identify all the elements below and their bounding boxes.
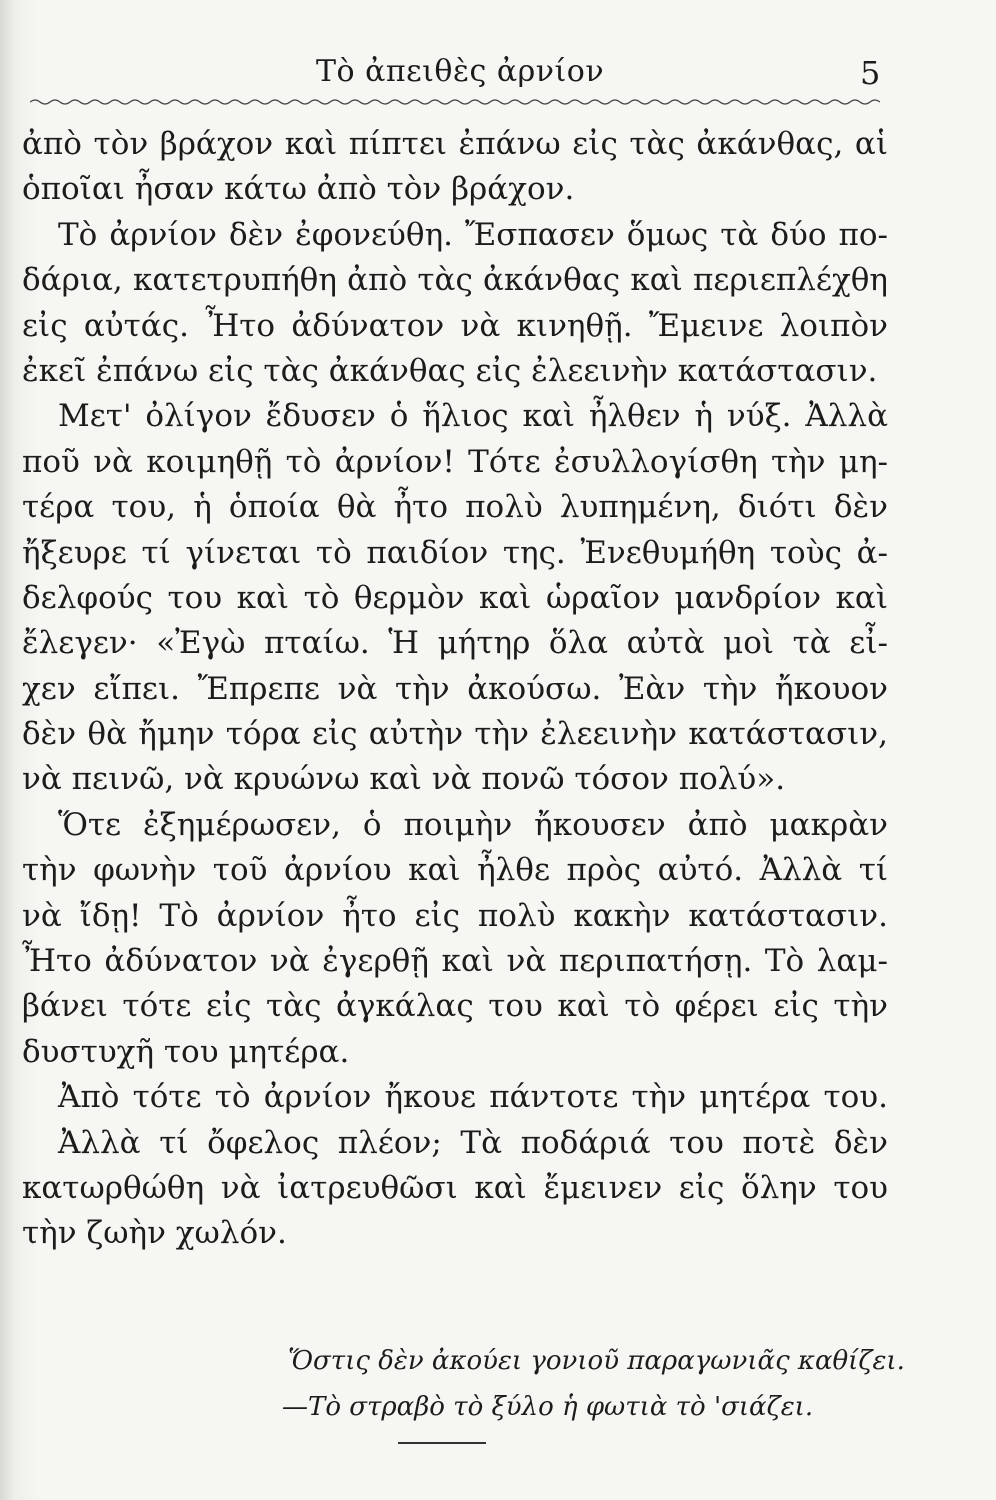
text-line: κατωρθώθη νὰ ἰατρευθῶσι καὶ ἔμεινεν εἰς ὅλην του bbox=[22, 1169, 888, 1206]
text-line: Ἦτο ἀδύνατον νὰ ἐγερθῇ καὶ νὰ περιπατήσῃ. Τὸ λαμ- bbox=[22, 943, 888, 980]
body-text bbox=[22, 122, 888, 1257]
text-line: Ἀλλὰ τί ὄφελος πλέον; Τὰ ποδάριά του ποτὲ δὲν bbox=[58, 1124, 888, 1161]
text-line: Ὅτε ἐξημέρωσεν, ὁ ποιμὴν ἤκουσεν ἀπὸ μακρὰν bbox=[58, 806, 888, 843]
text-line: χεν εἴπει. Ἔπρεπε νὰ τὴν ἀκούσω. Ἐὰν τὴν ἤκουον bbox=[22, 670, 888, 707]
text-line: ποῦ νὰ κοιμηθῇ τὸ ἀρνίον! Τότε ἐσυλλογίσθη τὴν μη- bbox=[22, 443, 888, 480]
text-line: δάρια, κατετρυπήθη ἀπὸ τὰς ἀκάνθας καὶ περιεπλέχθη bbox=[22, 262, 888, 299]
text-line: νὰ πεινῶ, νὰ κρυώνω καὶ νὰ πονῶ τόσον πολύ». bbox=[22, 761, 786, 798]
wavy-header-rule bbox=[30, 98, 880, 106]
text-line: Ἀπὸ τότε τὸ ἀρνίον ἤκουε πάντοτε τὴν μητέρα του. bbox=[58, 1079, 888, 1116]
text-line: ἤξευρε τί γίνεται τὸ παιδίον της. Ἐνεθυμήθη τοὺς ἀ- bbox=[22, 534, 888, 571]
text-line: ἐκεῖ ἐπάνω εἰς τὰς ἀκάνθας εἰς ἐλεεινὴν κατάστασιν. bbox=[22, 352, 878, 389]
verse-line-2: —Τὸ στραβὸ τὸ ξύλο ἡ φωτιὰ τὸ 'σιάζει. bbox=[282, 1392, 814, 1422]
page-header bbox=[0, 48, 996, 98]
text-line: Τὸ ἀρνίον δὲν ἐφονεύθη. Ἔσπασεν ὅμως τὰ δύο πο- bbox=[58, 216, 888, 253]
text-line: τέρα του, ἡ ὁποία θὰ ἦτο πολὺ λυπημένη, διότι δὲν bbox=[22, 489, 888, 526]
text-line: ἀπὸ τὸν βράχον καὶ πίπτει ἐπάνω εἰς τὰς ἀκάνθας, αἱ bbox=[22, 126, 888, 162]
text-line: δυστυχῆ του μητέρα. bbox=[22, 1033, 350, 1070]
text-line: δελφούς του καὶ τὸ θερμὸν καὶ ὡραῖον μανδρίον καὶ bbox=[22, 579, 888, 616]
text-line: ἔλεγεν· «Ἐγὼ πταίω. Ἡ μήτηρ ὅλα αὐτὰ μοὶ τὰ εἶ- bbox=[22, 625, 888, 662]
text-line: δὲν θὰ ἤμην τόρα εἰς αὐτὴν τὴν ἐλεεινὴν κατάστασιν, bbox=[22, 716, 888, 753]
running-title: Τὸ ἀπειθὲς ἀρνίον bbox=[316, 54, 605, 89]
text-line: βάνει τότε εἰς τὰς ἀγκάλας του καὶ τὸ φέρει εἰς τὴν bbox=[22, 988, 888, 1025]
end-rule bbox=[398, 1442, 486, 1444]
text-line: Μετ' ὀλίγον ἔδυσεν ὁ ἥλιος καὶ ἦλθεν ἡ νύξ. Ἀλλὰ bbox=[58, 398, 888, 435]
verse-line-1: Ὅστις δὲν ἀκούει γονιοῦ παραγωνιᾶς καθίζει. bbox=[288, 1346, 905, 1376]
text-line: τὴν ζωὴν χωλόν. bbox=[22, 1215, 287, 1252]
text-line: τὴν φωνὴν τοῦ ἀρνίου καὶ ἦλθε πρὸς αὐτό. Ἀλλὰ τί bbox=[22, 852, 888, 889]
text-line: ὁποῖαι ἦσαν κάτω ἀπὸ τὸν βράχον. bbox=[22, 171, 575, 208]
text-line: εἰς αὐτάς. Ἦτο ἀδύνατον νὰ κινηθῇ. Ἔμεινε λοιπὸν bbox=[22, 307, 888, 344]
page-number: 5 bbox=[860, 54, 881, 92]
text-line: νὰ ἴδῃ! Τὸ ἀρνίον ἦτο εἰς πολὺ κακὴν κατάστασιν. bbox=[22, 897, 888, 934]
